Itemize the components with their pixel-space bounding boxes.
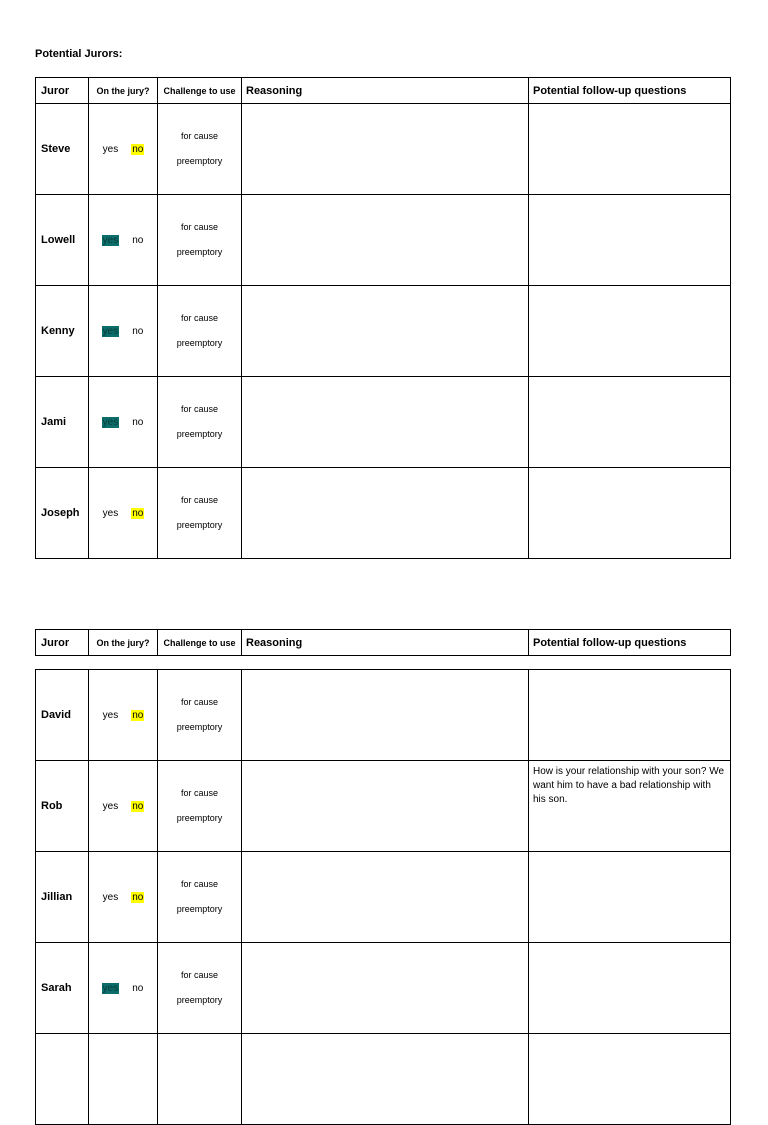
followup-cell[interactable]	[529, 670, 731, 761]
option-no[interactable]: no	[132, 143, 144, 155]
reasoning-cell[interactable]	[242, 943, 529, 1034]
juror-name: Steve	[36, 104, 89, 195]
option-preemptory[interactable]: preemptory	[176, 904, 223, 914]
reasoning-cell[interactable]	[242, 852, 529, 943]
option-preemptory[interactable]: preemptory	[176, 338, 223, 348]
juror-row	[36, 761, 731, 852]
option-for-cause[interactable]: for cause	[180, 495, 219, 505]
challenge-cell	[158, 852, 242, 943]
on-jury-cell	[89, 377, 158, 468]
option-yes[interactable]: yes	[102, 800, 119, 812]
followup-cell[interactable]	[529, 286, 731, 377]
juror-row	[36, 1034, 731, 1125]
juror-row	[36, 377, 731, 468]
header-juror: Juror	[36, 78, 89, 104]
header-reasoning: Reasoning	[242, 630, 529, 656]
followup-cell[interactable]: How is your relationship with your son? We want him to have a bad relationship with his son.	[529, 761, 731, 852]
jurors-table-2	[35, 669, 731, 1125]
header-on-jury: On the jury?	[89, 630, 158, 656]
juror-row	[36, 468, 731, 559]
option-yes[interactable]: yes	[102, 891, 119, 903]
juror-name: Joseph	[36, 468, 89, 559]
option-yes[interactable]: yes	[102, 416, 119, 428]
header-followup: Potential follow-up questions	[529, 78, 731, 104]
reasoning-cell[interactable]	[242, 195, 529, 286]
on-jury-cell	[89, 852, 158, 943]
followup-cell[interactable]	[529, 104, 731, 195]
reasoning-cell[interactable]	[242, 286, 529, 377]
followup-cell[interactable]	[529, 468, 731, 559]
option-preemptory[interactable]: preemptory	[176, 520, 223, 530]
followup-cell[interactable]	[529, 943, 731, 1034]
option-preemptory[interactable]: preemptory	[176, 813, 223, 823]
reasoning-cell[interactable]	[242, 104, 529, 195]
challenge-cell	[158, 670, 242, 761]
option-for-cause[interactable]: for cause	[180, 697, 219, 707]
juror-name: Sarah	[36, 943, 89, 1034]
table-header-row	[36, 630, 731, 656]
header-challenge: Challenge to use	[158, 78, 242, 104]
reasoning-cell[interactable]	[242, 670, 529, 761]
on-jury-cell	[89, 943, 158, 1034]
option-no[interactable]: no	[132, 507, 144, 519]
followup-cell[interactable]	[529, 852, 731, 943]
juror-name: Lowell	[36, 195, 89, 286]
on-jury-cell	[89, 670, 158, 761]
challenge-cell	[158, 195, 242, 286]
option-preemptory[interactable]: preemptory	[176, 429, 223, 439]
juror-name: Kenny	[36, 286, 89, 377]
option-yes[interactable]: yes	[102, 982, 119, 994]
challenge-cell	[158, 468, 242, 559]
juror-name: Jami	[36, 377, 89, 468]
option-preemptory[interactable]: preemptory	[176, 156, 223, 166]
followup-cell[interactable]	[529, 377, 731, 468]
header-challenge: Challenge to use	[158, 630, 242, 656]
option-preemptory[interactable]: preemptory	[176, 247, 223, 257]
option-yes[interactable]: yes	[102, 325, 119, 337]
option-no[interactable]: no	[132, 234, 144, 246]
option-for-cause[interactable]: for cause	[180, 879, 219, 889]
on-jury-cell	[89, 104, 158, 195]
option-yes[interactable]: yes	[102, 709, 119, 721]
option-yes[interactable]: yes	[102, 507, 119, 519]
juror-row	[36, 670, 731, 761]
challenge-cell	[158, 377, 242, 468]
on-jury-cell	[89, 761, 158, 852]
header-on-jury: On the jury?	[89, 78, 158, 104]
jurors-table-1	[35, 77, 731, 559]
option-preemptory[interactable]: preemptory	[176, 722, 223, 732]
page-heading: Potential Jurors:	[35, 48, 123, 60]
option-for-cause[interactable]: for cause	[180, 970, 219, 980]
juror-row	[36, 104, 731, 195]
juror-name: Jillian	[36, 852, 89, 943]
challenge-cell	[158, 104, 242, 195]
option-for-cause[interactable]: for cause	[180, 131, 219, 141]
juror-name: David	[36, 670, 89, 761]
reasoning-cell[interactable]	[242, 468, 529, 559]
juror-row	[36, 943, 731, 1034]
option-no[interactable]: no	[132, 982, 144, 994]
challenge-cell	[158, 943, 242, 1034]
option-no[interactable]: no	[132, 891, 144, 903]
on-jury-cell	[89, 1034, 158, 1125]
option-yes[interactable]: yes	[102, 234, 119, 246]
header-followup: Potential follow-up questions	[529, 630, 731, 656]
juror-row	[36, 195, 731, 286]
reasoning-cell[interactable]	[242, 761, 529, 852]
option-no[interactable]: no	[132, 416, 144, 428]
challenge-cell	[158, 1034, 242, 1125]
option-no[interactable]: no	[132, 800, 144, 812]
jurors-table-2-header	[35, 629, 731, 656]
juror-name	[36, 1034, 89, 1125]
juror-row	[36, 852, 731, 943]
juror-name: Rob	[36, 761, 89, 852]
option-preemptory[interactable]: preemptory	[176, 995, 223, 1005]
challenge-cell	[158, 761, 242, 852]
on-jury-cell	[89, 286, 158, 377]
table-header-row	[36, 78, 731, 104]
followup-cell[interactable]	[529, 1034, 731, 1125]
option-no[interactable]: no	[132, 325, 144, 337]
reasoning-cell[interactable]	[242, 1034, 529, 1125]
option-for-cause[interactable]: for cause	[180, 313, 219, 323]
header-juror: Juror	[36, 630, 89, 656]
followup-cell[interactable]	[529, 195, 731, 286]
on-jury-cell	[89, 468, 158, 559]
juror-row	[36, 286, 731, 377]
option-no[interactable]: no	[132, 709, 144, 721]
header-reasoning: Reasoning	[242, 78, 529, 104]
challenge-cell	[158, 286, 242, 377]
option-yes[interactable]: yes	[102, 143, 119, 155]
option-for-cause[interactable]: for cause	[180, 788, 219, 798]
reasoning-cell[interactable]	[242, 377, 529, 468]
option-for-cause[interactable]: for cause	[180, 222, 219, 232]
on-jury-cell	[89, 195, 158, 286]
option-for-cause[interactable]: for cause	[180, 404, 219, 414]
